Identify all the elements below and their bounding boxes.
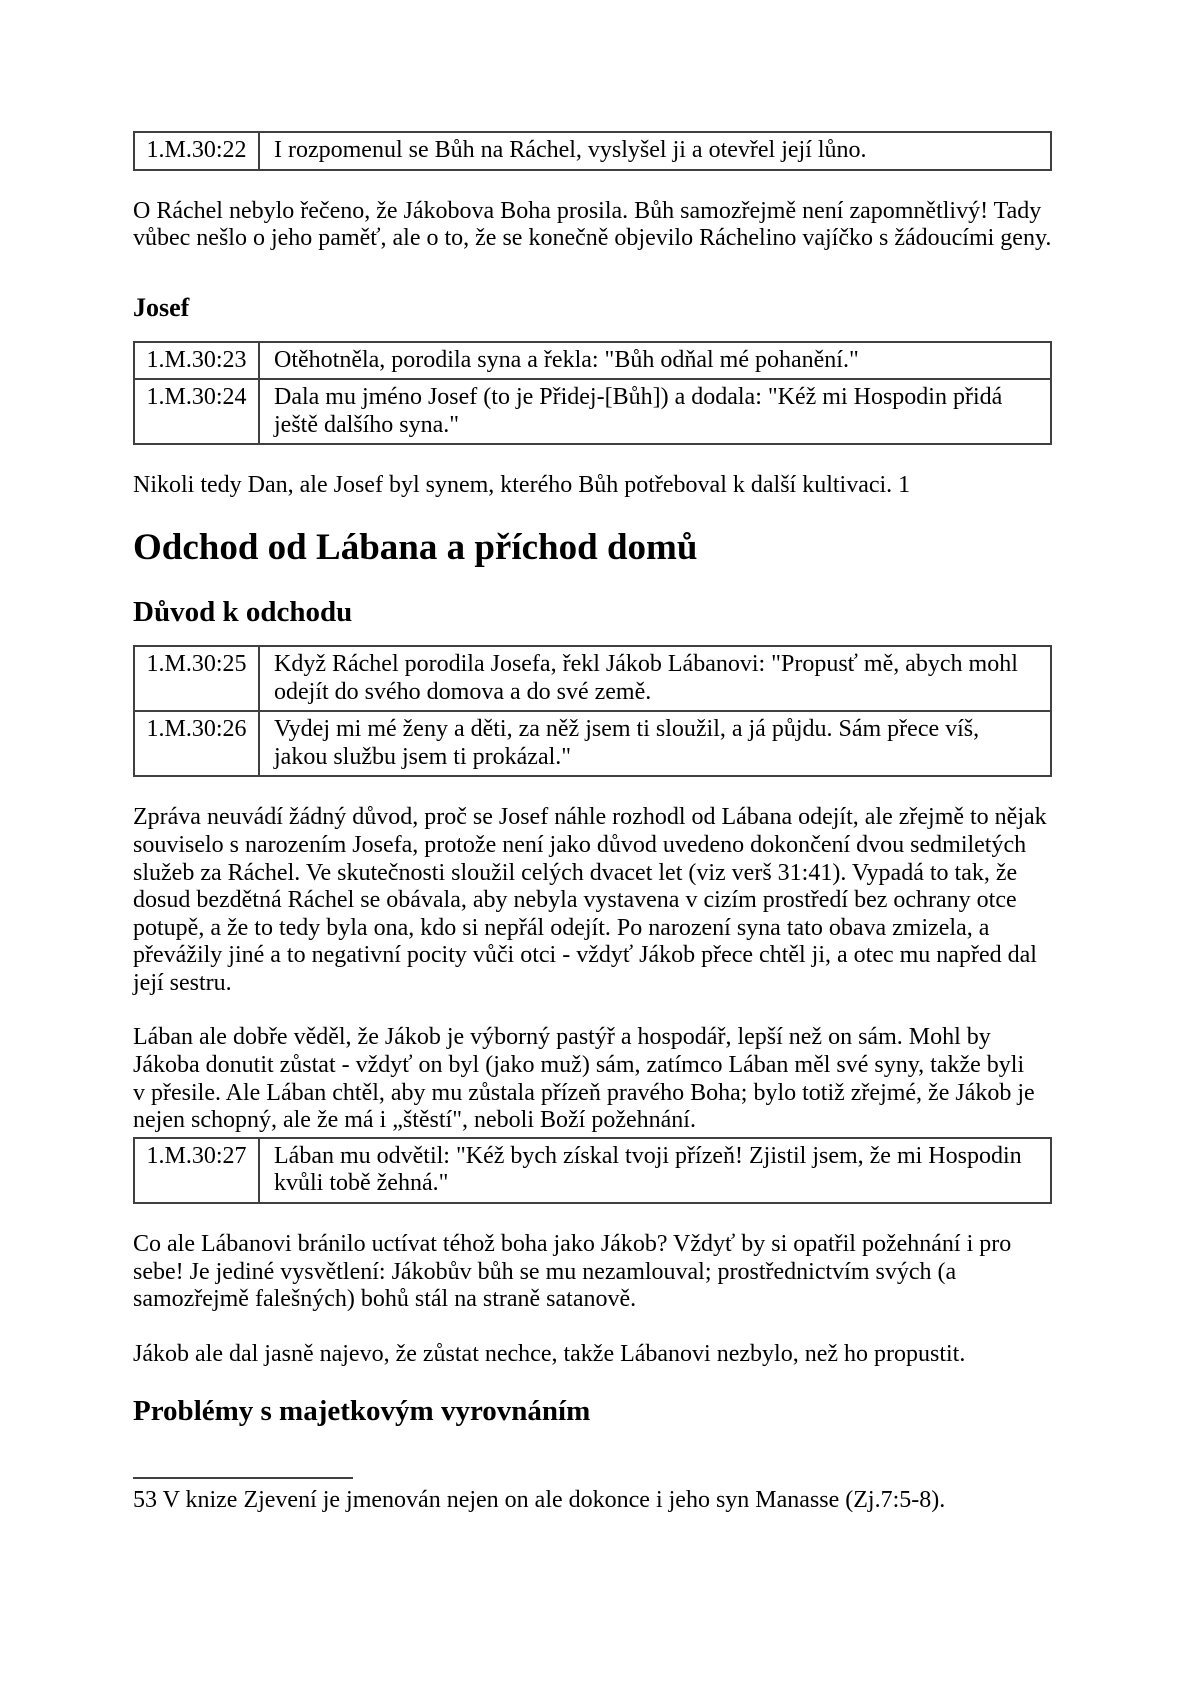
commentary-paragraph: Lában ale dobře věděl, že Jákob je výborný pastýř a hospodář, lepší než on sám. Mohl by Jákoba donutit zůstat - vždyť on byl (jako muž) sám, zatímco Lában měl své syny, takže byli v přesile. Ale Lában chtěl, aby mu zůstala přízeň pravého Boha; bylo totiž zřejmé, že Jákob je nejen schopný, ale že má i „štěstí", neboli Boží požehnání. (133, 1024, 1035, 1134)
verse-text: Otěhotněla, porodila syna a řekla: "Bůh odňal mé pohanění." (259, 342, 1051, 380)
verse-text: Dala mu jméno Josef (to je Přidej-[Bůh]) a dodala: "Kéž mi Hospodin přidá ještě dalšího syna." (259, 379, 1051, 444)
verse-ref: 1.M.30:25 (134, 646, 259, 711)
verse-ref: 1.M.30:22 (134, 132, 259, 170)
chapter-title: Odchod od Lábana a příchod domů (133, 527, 698, 569)
commentary-paragraph: Jákob ale dal jasně najevo, že zůstat nechce, takže Lábanovi nezbylo, než ho propustit. (133, 1340, 966, 1367)
commentary-paragraph: Co ale Lábanovi bránilo uctívat téhož boha jako Jákob? Vždyť by si opatřil požehnání i pro sebe! Je jediné vysvětlení: Jákobův bůh se mu nezamlouval; prostřednictvím svých (a samozřejmě falešných) bohů stál na straně satanově. (133, 1231, 1012, 1313)
verse-table-30-22 (133, 131, 1052, 171)
verse-text: I rozpomenul se Bůh na Ráchel, vyslyšel ji a otevřel její lůno. (259, 132, 1051, 170)
verse-row (134, 132, 1051, 170)
verse-table-30-25-26 (133, 645, 1052, 777)
verse-table-30-27 (133, 1137, 1052, 1204)
verse-ref: 1.M.30:27 (134, 1138, 259, 1203)
section-title-problemy: Problémy s majetkovým vyrovnáním (133, 1395, 591, 1428)
verse-ref: 1.M.30:23 (134, 342, 259, 380)
verse-row (134, 646, 1051, 711)
verse-ref: 1.M.30:26 (134, 711, 259, 776)
verse-text: Vydej mi mé ženy a děti, za něž jsem ti sloužil, a já půjdu. Sám přece víš, jakou službu jsem ti prokázal." (259, 711, 1051, 776)
verse-text: Když Ráchel porodila Josefa, řekl Jákob Lábanovi: "Propusť mě, abych mohl odejít do svého domova a do své země. (259, 646, 1051, 711)
section-title-duvod: Důvod k odchodu (133, 595, 353, 628)
verse-row (134, 711, 1051, 776)
commentary-paragraph: Nikoli tedy Dan, ale Josef byl synem, kterého Bůh potřeboval k další kultivaci. 1 (133, 472, 911, 499)
verse-table-30-23-24 (133, 341, 1052, 446)
verse-row (134, 1138, 1051, 1203)
commentary-paragraph: Zpráva neuvádí žádný důvod, proč se Josef náhle rozhodl od Lábana odejít, ale zřejmě to nějak souviselo s narozením Josefa, protože není jako důvod uvedeno dokončení dvou sedmiletých služeb za Ráchel. Ve skutečnosti sloužil celých dvacet let (viz verš 31:41). Vypadá to tak, že dosud bezdětná Ráchel se obávala, aby nebyla vystavena v cizím prostředí bez ochrany otce potupě, a že to tedy byla ona, kdo si nepřál odejít. Po narození syna tato obava zmizela, a převážily jiné a to negativní pocity vůči otci - vždyť Jákob přece chtěl ji, a otec mu napřed dal její sestru. (133, 804, 1047, 996)
verse-text: Lában mu odvětil: "Kéž bych získal tvoji přízeň! Zjistil jsem, že mi Hospodin kvůli tobě žehná." (259, 1138, 1051, 1203)
footnote-text: 53 V knize Zjevení je jmenován nejen on ale dokonce i jeho syn Manasse (Zj.7:5-8). (133, 1486, 946, 1513)
verse-ref: 1.M.30:24 (134, 379, 259, 444)
commentary-paragraph: O Ráchel nebylo řečeno, že Jákobova Boha prosila. Bůh samozřejmě není zapomnětlivý! Tady vůbec nešlo o jeho paměť, ale o to, že se konečně objevilo Ráchelino vajíčko s žádoucími geny. (133, 197, 1052, 252)
footnote-separator (133, 1477, 353, 1479)
subsection-title-josef: Josef (133, 292, 190, 322)
verse-row (134, 342, 1051, 380)
verse-row (134, 379, 1051, 444)
